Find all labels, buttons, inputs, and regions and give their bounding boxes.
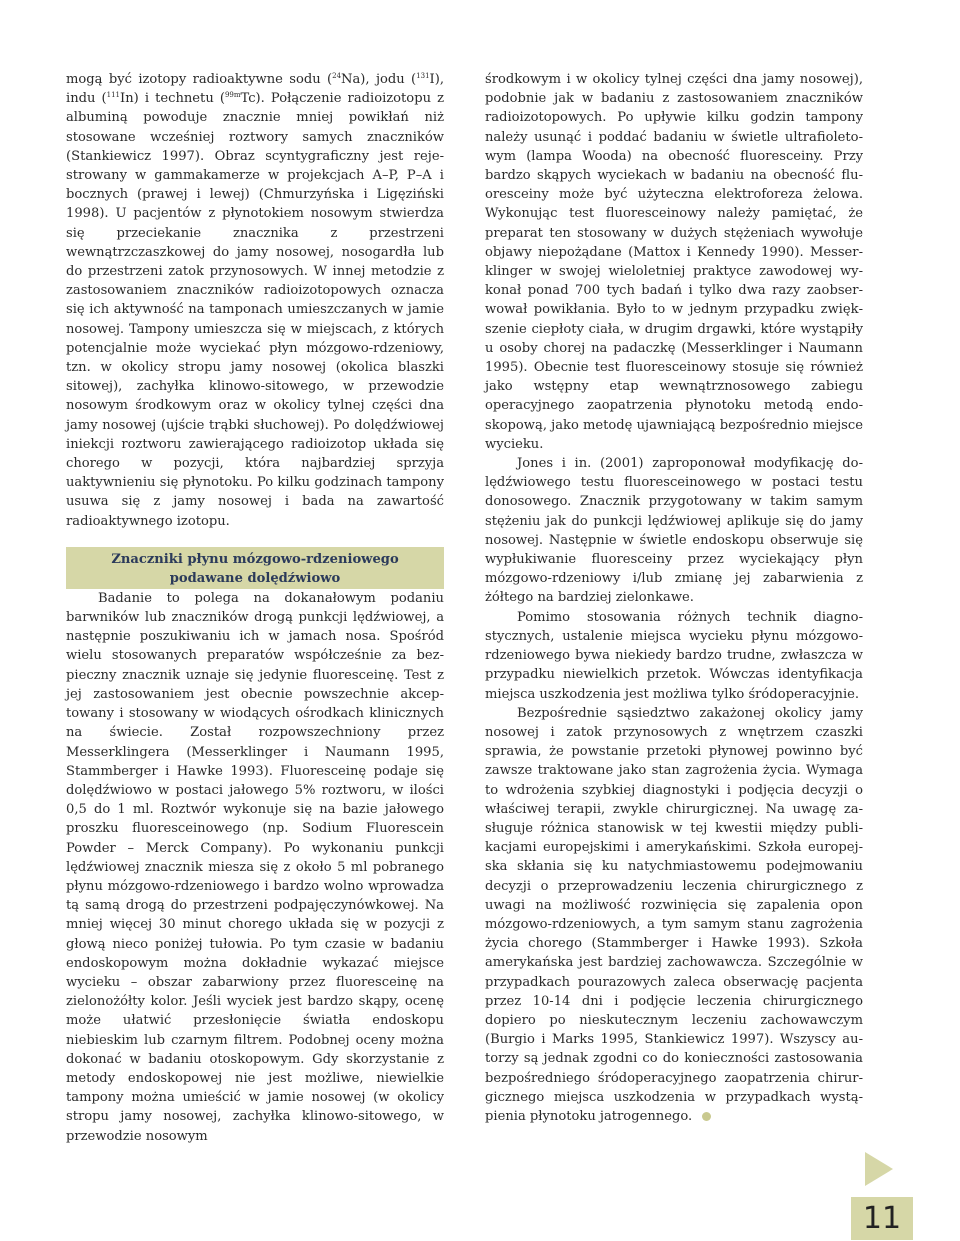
next-arrow-icon [865, 1152, 893, 1186]
body-paragraph: mogą być izotopy radioaktywne sodu ($^{24}$Na), jodu ($^{131}$I), indu ($^{111}$In) i technetu ($^{99m}$Tc). Połączenie radioizotopu z albuminą powoduje znacznie mniej powikłań niż stosowane wcześniej roztwory samych znaczników (Stankiewicz 1997). Obraz scyntygraficzny jest rejestrowany w gammakamerze w projekcjach A–P, P–A i bocznych (prawej i lewej) (Chmurzyńska i Ligęziński 1998). U pacjentów z płynotokiem nosowym stwierdza się przeciekanie znacznika z przestrzeni wewnątrzczaszkowej do jamy nosowej, nosogardła lub do przestrzeni zatok przynosowych. W innej metodzie z zastosowaniem znaczników radioizotopowych oznacza się ich aktywność na tamponach umieszczanych w jamie nosowej. Tampony umieszcza się w miejscach, z których potencjalnie może wyciekać płyn mózgowo-rdzeniowy, tzn. w okolicy stropu jamy nosowej (okolica blaszki sitowej), zachyłka klinowo-sitowego, w przewodzie nosowym środkowym oraz w okolicy tylnej części dna jamy nosowej (ujście trąbki słuchowej). Po dolędźwiowej iniekcji roztworu zawierającego radioizotop układa się chorego w pozycji, która najbardziej sprzyja uaktywnieniu się płynotoku. Po kilku godzinach tampony usuwa się z jamy nosowej i bada na zawartość radioaktywnego izotopu. [66, 72, 444, 529]
section-heading-line: podawane dolędźwiowo [169, 570, 341, 586]
isotope-mass-number: 111 [106, 91, 121, 100]
end-dot-icon [702, 1112, 711, 1121]
body-paragraph: Bezpośrednie sąsiedztwo zakażonej okolicy jamy nosowej i zatok przynosowych z wnętrzem czaszki sprawia, że powstanie przetoki płynowej powinno być zawsze traktowane jako stan zagrożenia życia. Wymaga to wdrożenia szybkiej diagnostyki i podjęcia decyzji o właściwej terapii, zwykle chirurgicznej. Na uwagę zasługuje różnica stanowisk w tej kwestii między publikacjami europejskimi i amerykańskimi. Szkoła europejska skłania się ku natychmiastowemu podejmowaniu decyzji o przeprowadzeniu leczenia chirurgicznego z uwagi na możliwość rozwinięcia się zapalenia opon mózgowo-rdzeniowych, a tym samym stanu zagrożenia życia chorego (Stammberger i Hawke 1993). Szkoła amerykańska jest bardziej zachowawcza. Szczególnie w przypadkach pourazowych zaleca obserwację pacjenta przez 10-14 dni i podjęcie leczenia chirurgicznego dopiero po nieskutecznym leczeniu zachowawczym (Burgio i Marks 1995, Stankiewicz 1997). Wszyscy autorzy są jednak zgodni co do konieczności zastosowania bezpośredniego śródoperacyjnego zaopatrzenia chirurgicznego miejsca uszkodzenia w przypadkach wystąpienia płynotoku jatrogennego. [485, 705, 863, 1124]
page-number: 11 [851, 1197, 913, 1240]
isotope-mass-number: 131 [416, 72, 430, 80]
right-column [485, 70, 863, 1126]
body-paragraph: Jones i in. (2001) zaproponował modyfikację dolędźwiowego testu fluoresceinowego w postaci testu donosowego. Znacznik przygotowany w takim samym stężeniu jak do punkcji lędźwiowej aplikuje się do jamy nosowej. Następnie w świetle endoskopu obserwuje się wypłukiwanie fluoresceiny przez wyciekający płyn mózgowo-rdzeniowy i/lub zmianę jej zabarwienia z żółtego na bardziej zielonkawe. [485, 456, 863, 606]
body-paragraph: środkowym i w okolicy tylnej części dna jamy nosowej), podobnie jak w badaniu z zastosowaniem znaczników radioizotopowych. Po upływie kilku godzin tampony należy usunąć i poddać badaniu w świetle ultrafioletowym (lampa Wooda) na obecność fluoresceiny. Przy bardzo skąpych wyciekach w badaniu na obecność fluoresceiny może być użyteczna elektroforeza żelowa. Wykonując test fluoresceinowy należy pamiętać, że preparat ten stosowany w dużych stężeniach wywołuje objawy niepożądane (Mattox i Kennedy 1990). Messerklinger w swojej wieloletniej praktyce zawodowej wykonał ponad 700 tych badań i tylko dwa razy zaobserwował powikłania. Było to w jednym przypadku zwiększenie ciepłoty ciała, w drugim drgawki, które wystąpiły u osoby chorej na padaczkę (Messerklinger i Naumann 1995). Obecnie test fluoresceinowy stosuje się również jako wstępny etap wewnątrznosowego zabiegu operacyjnego zaopatrzenia płynotoku metodą endoskopową, jako metodę ujawniającą bezpośrednio miejsce wycieku. [485, 72, 863, 452]
body-paragraph: Badanie to polega na dokanałowym podaniu barwników lub znaczników drogą punkcji lędźwiowej, a następnie poszukiwaniu ich w jamach nosa. Spośród wielu stosowanych preparatów współcześnie za bezpieczny znacznik uznaje się jedynie fluoresceinę. Test z jej zastosowaniem jest obecnie powszechnie akceptowany i stosowany w wiodących ośrodkach klinicznych na świecie. Został rozpowszechniony przez Messerklingera (Messerklinger i Naumann 1995, Stammberger i Hawke 1993). Fluoresceinę podaje się dolędźwiowo w postaci jałowego 5% roztworu, w ilości 0,5 do 1 ml. Roztwór wykonuje się na bazie jałowego proszku fluoresceinowego (np. Sodium Fluorescein Powder – Merck Company). Po wykonaniu punkcji lędźwiowej znacznik miesza się z około 5 ml pobranego płynu mózgowo-rdzeniowego i bardzo wolno wprowadza tą samą drogą do przestrzeni podpajęczynówkowej. Na mniej więcej 30 minut chorego układa się w pozycji z głową nieco poniżej tułowia. Po tym czasie w badaniu endoskopowym można dokładnie wykazać miejsce wycieku – obszar zabarwiony przez fluoresceinę na zielonożółty kolor. Jeśli wyciek jest bardzo skąpy, ocenę może ułatwić przesłonięcie światła endoskopu niebieskim lub czarnym filtrem. Podobnej oceny można dokonać w badaniu otoskopowym. Gdy skorzystanie z metody endoskopowej nie jest możliwe, niewielkie tampony można umieścić w jamie nosowej (w okolicy stropu jamy nosowej, zachyłka klinowo-sitowego, w przewodzie nosowym [66, 590, 444, 1144]
left-column [66, 70, 444, 1146]
isotope-mass-number: 99m [224, 91, 241, 100]
section-heading [66, 547, 444, 589]
isotope-mass-number: 24 [332, 72, 342, 80]
body-paragraph: Pomimo stosowania różnych technik diagnostycznych, ustalenie miejsca wycieku płynu mózgowo-rdzeniowego bywa niekiedy bardzo trudne, zwłaszcza w przypadku niewielkich przetok. Wówczas identyfikacja miejsca uszkodzenia jest możliwa tylko śródoperacyjnie. [485, 609, 863, 702]
section-heading-line: Znaczniki płynu mózgowo-rdzeniowego [111, 551, 399, 567]
